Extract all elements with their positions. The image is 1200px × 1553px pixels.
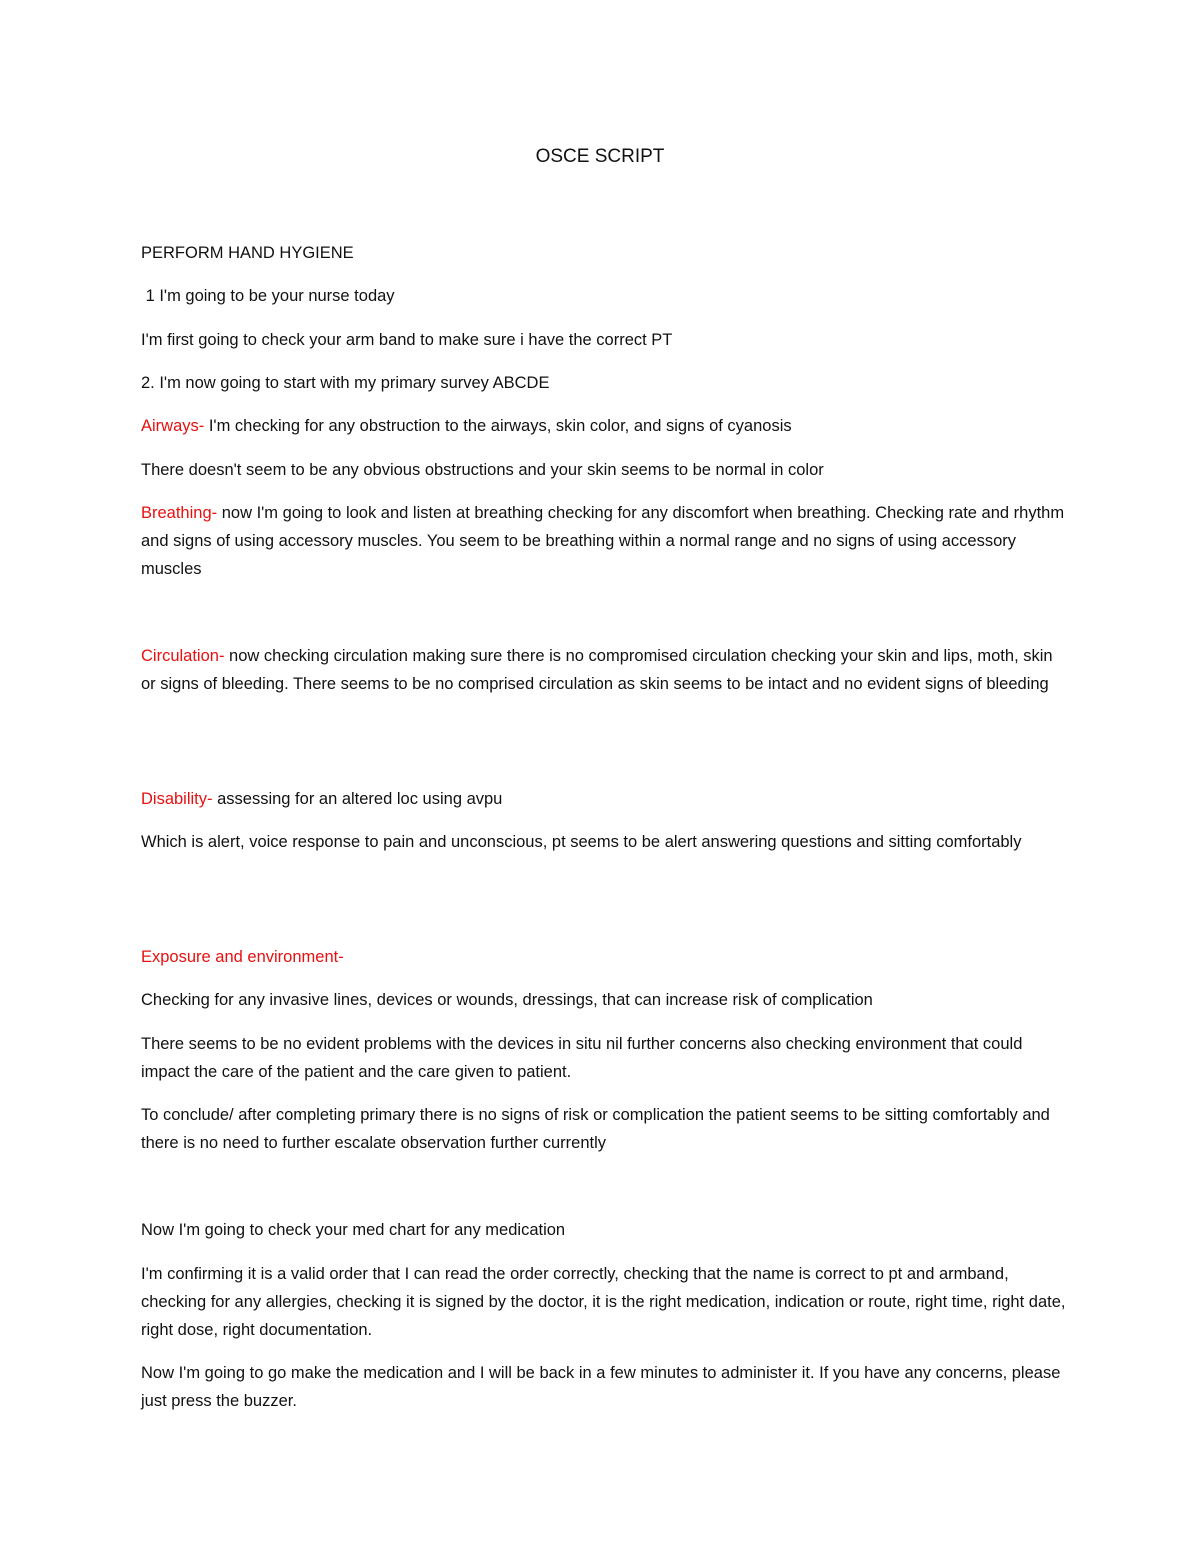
exposure-result-paragraph: There seems to be no evident problems with the devices in situ nil further concerns also checking environment that could impact the care of the patient and the care given to patient. [141,1035,1023,1081]
intro-line: 1 I'm going to be your nurse today [141,287,395,305]
disability-label: Disability- [141,790,213,808]
med-prepare-paragraph: Now I'm going to go make the medication and I will be back in a few minutes to administer it. If you have any concerns, please just press the buzzer. [141,1364,1061,1410]
exposure-text-line: Checking for any invasive lines, devices or wounds, dressings, that can increase risk of complication [141,991,873,1009]
med-chart-line: Now I'm going to check your med chart for any medication [141,1221,566,1239]
conclusion-paragraph: To conclude/ after completing primary there is no signs of risk or complication the patient seems to be sitting comfortably and there is no need to further escalate observation further currently [141,1106,1050,1152]
disability-text: assessing for an altered loc using avpu [212,790,503,808]
circulation-text: now checking circulation making sure there is no compromised circulation checking your skin and lips, moth, skin or signs of bleeding. There seems to be no comprised circulation as skin seems to be intact and no evident signs of bleeding [141,647,1053,693]
circulation-label: Circulation- [141,647,225,665]
med-confirm-paragraph: I'm confirming it is a valid order that I can read the order correctly, checking that the name is correct to pt and armband, checking for any allergies, checking it is signed by the doctor, it is the right medication, indication or route, right time, right date, right dose, right documentation. [141,1265,1066,1339]
document-title: OSCE SCRIPT [535,146,665,167]
breathing-text: now I'm going to look and listen at breathing checking for any discomfort when breathing. Checking rate and rhythm and signs of using accessory muscles. You seem to be breathing within a normal range and no signs of using accessory muscles [141,504,1065,578]
exposure-label: Exposure and environment- [141,948,344,966]
hand-hygiene-line: PERFORM HAND HYGIENE [141,244,354,262]
breathing-label: Breathing- [141,504,218,522]
arm-band-line: I'm first going to check your arm band to make sure i have the correct PT [141,331,673,349]
breathing-paragraph [141,499,1071,583]
circulation-paragraph [141,642,1071,698]
airways-label: Airways- [141,417,205,435]
airways-text: I'm checking for any obstruction to the airways, skin color, and signs of cyanosis [204,417,792,435]
disability-result-paragraph: Which is alert, voice response to pain and unconscious, pt seems to be alert answering questions and sitting comfortably [141,833,1022,851]
airways-paragraph [141,412,1071,440]
airways-result-line: There doesn't seem to be any obvious obstructions and your skin seems to be normal in color [141,461,824,479]
disability-paragraph [141,785,1071,813]
primary-survey-line: 2. I'm now going to start with my primary survey ABCDE [141,374,550,392]
